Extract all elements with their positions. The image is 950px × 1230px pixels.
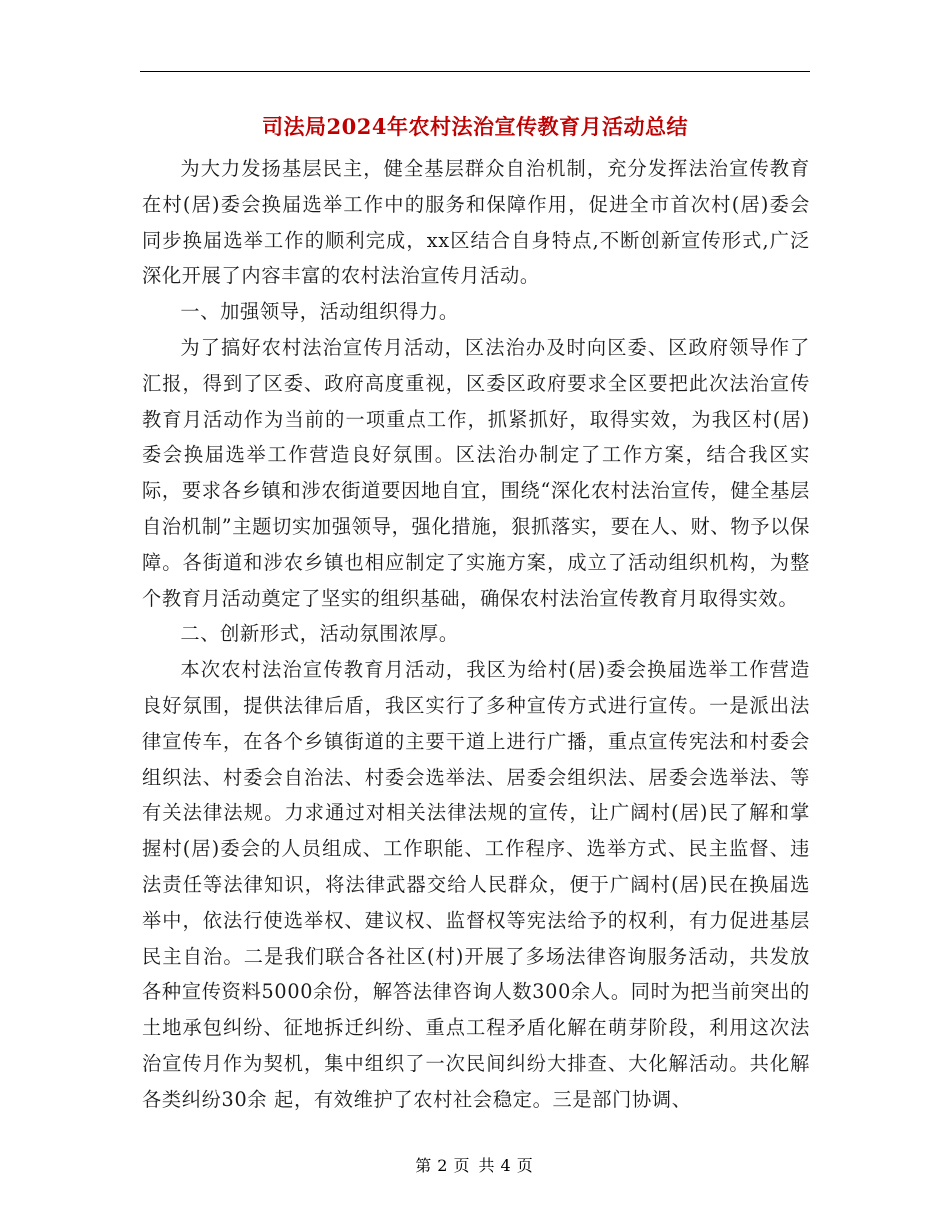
header-rule xyxy=(140,71,810,72)
footer-page-number: 2 xyxy=(437,1156,450,1175)
footer-middle: 页 共 xyxy=(453,1156,497,1175)
footer-suffix: 页 xyxy=(516,1156,535,1175)
paragraph-section-2: 本次农村法治宣传教育月活动，我区为给村(居)委会换届选举工作营造良好氛围，提供法律后盾，我区实行了多种宣传方式进行宣传。一是派出法律宣传车，在各个乡镇街道的主要干道上进行广播，重点宣传宪法和村委会组织法、村委会自治法、村委会选举法、居委会组织法、居委会选举法、等有关法律法规。力求通过对相关法律法规的宣传，让广阔村(居)民了解和掌握村(居)委会的人员组成、工作职能、工作程序、选举方式、民主监督、违法责任等法律知识，将法律武器交给人民群众，便于广阔村(居)民在换届选举中，依法行使选举权、建议权、监督权等宪法给予的权利，有力促进基层民主自治。二是我们联合各社区(村)开展了多场法律咨询服务活动，共发放各种宣传资料5000余份，解答法律咨询人数300余人。同时为把当前突出的土地承包纠纷、征地拆迁纠纷、重点工程矛盾化解在萌芽阶段，利用这次法治宣传月作为契机，集中组织了一次民间纠纷大排查、大化解活动。共化解各类纠纷30余 起，有效维护了农村社会稳定。三是部门协调、 xyxy=(142,658,810,1111)
document-body xyxy=(142,151,810,1118)
document-title: 司法局2024年农村法治宣传教育月活动总结 xyxy=(262,114,688,139)
footer-prefix: 第 xyxy=(415,1156,434,1175)
paragraph-intro: 为大力发扬基层民主，健全基层群众自治机制，充分发挥法治宣传教育在村(居)委会换届选举工作中的服务和保障作用，促进全市首次村(居)委会同步换届选举工作的顺利完成，xx区结合自身特点,不断创新宣传形式,广泛深化开展了内容丰富的农村法治宣传月活动。 xyxy=(142,157,810,288)
paragraph-section-1: 为了搞好农村法治宣传月活动，区法治办及时向区委、区政府领导作了汇报，得到了区委、政府高度重视，区委区政府要求全区要把此次法治宣传教育月活动作为当前的一项重点工作，抓紧抓好，取得实效，为我区村(居)委会换届选举工作营造良好氛围。区法治办制定了工作方案，结合我区实际，要求各乡镇和涉农街道要因地自宜，围绕“深化农村法治宣传，健全基层自治机制”主题切实加强领导，强化措施，狠抓落实，要在人、财、物予以保障。各街道和涉农乡镇也相应制定了实施方案，成立了活动组织机构，为整个教育月活动奠定了坚实的组织基础，确保农村法治宣传教育月取得实效。 xyxy=(142,335,810,610)
section-heading-1: 一、加强领导，活动组织得力。 xyxy=(180,300,459,324)
page-footer xyxy=(140,1153,810,1176)
section-heading-2: 二、创新形式，活动氛围浓厚。 xyxy=(180,622,459,646)
footer-total-pages: 4 xyxy=(500,1156,513,1175)
